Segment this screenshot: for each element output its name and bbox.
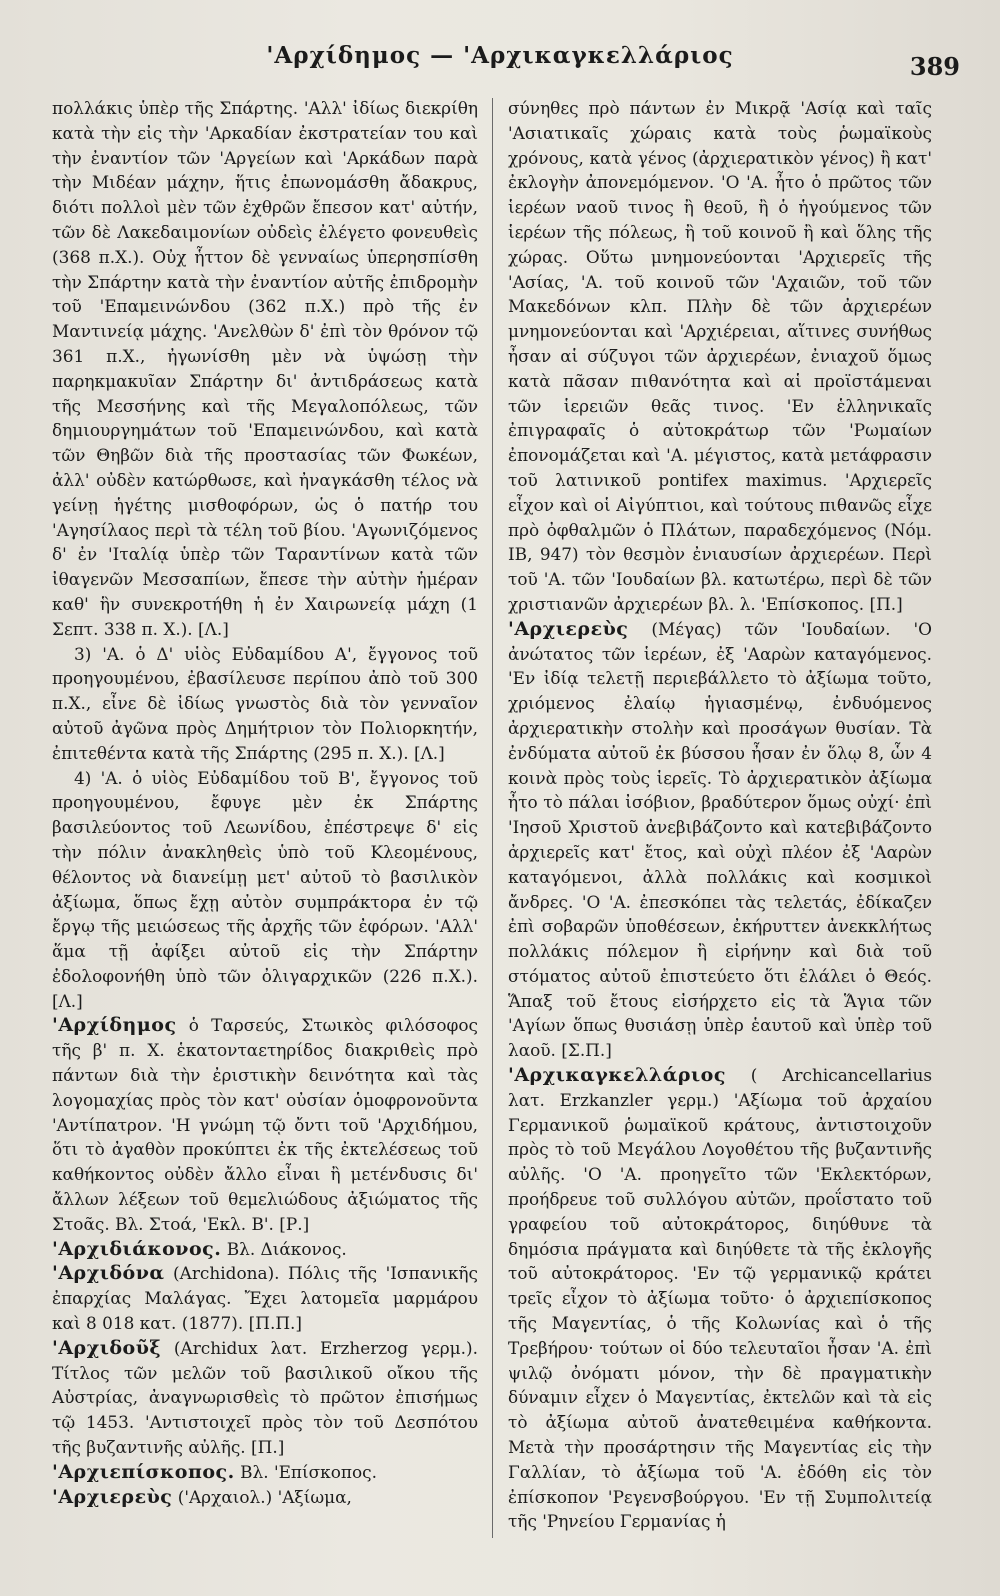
paragraph-continued	[52, 96, 478, 642]
entry-text: σύνηθες πρὸ πάντων ἐν Μικρᾷ 'Ασίᾳ καὶ ταῖς 'Ασιατικαῖς χώραις κατὰ τοὺς ῥωμαϊκοὺς χρόνους, κατὰ γένος (ἀρχιερατικὸν γένος) ἢ κατ' ἐκλογὴν ἀπονεμόμενον. 'Ο 'Α. ἦτο ὁ πρῶτος τῶν ἱερέων ναοῦ τινος ἢ θεοῦ, ἢ ὁ ἡγούμενος τῶν ἱερέων τῆς πόλεως, ἢ τοῦ κοινοῦ ἢ καὶ ὅλης τῆς χώρας. Οὕτω μνημονεύονται 'Αρχιερεῖς τῆς 'Ασίας, 'Α. τοῦ κοινοῦ τῶν 'Αχαιῶν, τοῦ τῶν Μακεδόνων κλπ. Πλὴν δὲ τῶν ἀρχιερέων μνημονεύονται καὶ 'Αρχιέρειαι, αἵτινες συνήθως ἦσαν αἱ σύζυγοι τῶν ἀρχιερέων, ἐνιαχοῦ ὅμως κατὰ πᾶσαν πιθανότητα καὶ αἱ προϊστάμεναι τῶν ἱερειῶν θεᾶς τινος. 'Εν ἑλληνικαῖς ἐπιγραφαῖς ὁ αὐτοκράτωρ τῶν 'Ρωμαίων ἐπονομάζεται καὶ 'Α. μέγιστος, κατὰ μετάφρασιν τοῦ λατινικοῦ pontifex maximus. 'Αρχιερεῖς εἶχον καὶ οἱ Αἰγύπτιοι, καὶ τούτους πιθανῶς εἶχε πρὸ ὀφθαλμῶν ὁ Πλάτων, παραδεχόμενος (Νόμ. ΙΒ, 947) τὸν θεσμὸν ἐνιαυσίων ἀρχιερέων. Περὶ τοῦ 'Α. τῶν 'Ιουδαίων βλ. κατωτέρω, περὶ δὲ τῶν χριστιανῶν ἀρχιερέων βλ. λ. 'Επίσκοπος. [Π.]	[508, 98, 932, 614]
entry-headword: 'Αρχικαγκελλάριος	[508, 1064, 726, 1087]
dictionary-entry	[52, 1237, 478, 1262]
dictionary-entry	[508, 1063, 932, 1534]
dictionary-entry	[52, 1336, 478, 1460]
entry-text: (Archidona). Πόλις τῆς 'Ισπανικῆς ἐπαρχίας Μαλάγας. Ἔχει λατομεῖα μαρμάρου καὶ 8 018 κατ. (1877). [Π.Π.]	[52, 1263, 478, 1334]
column-divider	[492, 98, 493, 1538]
entry-text: ὁ Ταρσεύς, Στωικὸς φιλόσοφος τῆς β' π. Χ. ἑκατονταετηρίδος διακριθεὶς πρὸ πάντων διὰ τὴν ἐριστικὴν δεινότητα καὶ τὰς λογομαχίας πρὸς τὸν κατ' οὐσίαν ὁμοφρονοῦντα 'Αντίπατρον. 'Η γνώμη τῷ ὄντι τοῦ 'Αρχιδήμου, ὅτι τὸ ἀγαθὸν προκύπτει ἐκ τῆς ἐκτελέσεως τοῦ καθήκοντος οὐδὲν ἄλλο εἶναι ἢ μετένδυσις δι' ἄλλων λέξεων τοῦ θεμελιώδους ἀξιώματος τῆς Στοᾶς. Βλ. Στοά, 'Εκλ. Β'. [Ρ.]	[52, 1015, 478, 1234]
dictionary-entry	[52, 1261, 478, 1335]
entry-text: Βλ. Διάκονος.	[221, 1238, 347, 1259]
paragraph-continued	[508, 96, 932, 617]
entry-headword: 'Αρχιδοῦξ	[52, 1336, 162, 1359]
page-number: 389	[909, 52, 960, 81]
entry-headword: 'Αρχιερεὺς	[52, 1485, 173, 1508]
dictionary-entry	[52, 1013, 478, 1236]
dictionary-entry	[52, 1460, 478, 1485]
left-column	[52, 96, 478, 1509]
dictionary-entry	[52, 1485, 478, 1510]
dictionary-entry	[508, 617, 932, 1063]
running-title: 'Αρχίδημος — 'Αρχικαγκελλάριος	[266, 42, 734, 69]
entry-text: ( Archicancellarius λατ. Erzkanzler γερμ.) 'Αξίωμα τοῦ ἀρχαίου Γερμανικοῦ ῥωμαϊκοῦ κράτους, ἀντιστοιχοῦν πρὸς τὸ τοῦ Μεγάλου Λογοθέτου τῆς βυζαντινῆς αὐλῆς. 'Ο 'Α. προηγεῖτο τῶν 'Εκλεκτόρων, προήδρευε τοῦ συλλόγου αὐτῶν, προΐστατο τοῦ γραφείου τοῦ αὐτοκράτορος, διηύθυνε τὰ δημόσια πράγματα καὶ διηύθετε τὰ τῆς ἐκλογῆς τοῦ αὐτοκράτορος. 'Εν τῷ γερμανικῷ κράτει τρεῖς εἶχον τὸ ἀξίωμα τοῦτο· ὁ ἀρχιεπίσκοπος τῆς Μαγεντίας, ὁ τῆς Κολωνίας καὶ ὁ τῆς Τρεβήρου· τούτων οἱ δύο τελευταῖοι ἦσαν 'Α. ἐπὶ ψιλῷ ὀνόματι μόνον, τὴν δὲ πραγματικὴν δύναμιν εἶχεν ὁ Μαγεντίας, ἐκτελῶν καὶ τὰ εἰς τὸ ἀξίωμα αὐτοῦ ἀνατεθειμένα καθήκοντα. Μετὰ τὴν προσάρτησιν τῆς Μαγεντίας εἰς τὴν Γαλλίαν, τὸ ἀξίωμα τοῦ 'Α. ἐδόθη εἰς τὸν ἐπίσκοπον 'Ρεγενσβούργου. 'Εν τῇ Συμπολιτείᾳ τῆς 'Ρηνείου Γερμανίας ἡ	[508, 1065, 932, 1532]
entry-text: πολλάκις ὑπὲρ τῆς Σπάρτης. 'Αλλ' ἰδίως διεκρίθη κατὰ τὴν εἰς τὴν 'Αρκαδίαν ἐκστρατείαν του καὶ τὴν ἐναντίον τῶν 'Αργείων καὶ 'Αρκάδων παρὰ τὴν Μιδέαν μάχην, ἥτις ἐπωνομάσθη ἄδακρυς, διότι πολλοὶ μὲν τῶν ἐχθρῶν ἔπεσον κατ' αὐτήν, τῶν δὲ Λακεδαιμονίων οὐδεὶς ἐλέγετο φονευθεὶς (368 π.Χ.). Οὐχ ἧττον δὲ γενναίως ὑπερησπίσθη τὴν Σπάρτην κατὰ τὴν ἐναντίον αὐτῆς ἐπιδρομὴν τοῦ 'Επαμεινώνδου (362 π.Χ.) πρὸ τῆς ἐν Μαντινείᾳ μάχης. 'Ανελθὼν δ' ἐπὶ τὸν θρόνον τῷ 361 π.Χ., ἠγωνίσθη μὲν νὰ ὑψώσῃ τὴν παρηκμακυῖαν Σπάρτην δι' ἀντιδράσεως κατὰ τῆς Μεσσήνης καὶ τῆς Μεγαλοπόλεως, τῶν δημιουργημάτων τοῦ 'Επαμεινώνδου, καὶ κατὰ τῶν Θηβῶν διὰ τῆς προστασίας τῶν Φωκέων, ἀλλ' οὐδὲν κατώρθωσε, καὶ ἠναγκάσθη τέλος νὰ γείνῃ ἡγέτης μισθοφόρων, ὡς ὁ πατήρ του 'Αγησίλαος περὶ τὰ τέλη τοῦ βίου. 'Αγωνιζόμενος δ' ἐν 'Ιταλίᾳ ὑπὲρ τῶν Ταραντίνων κατὰ τῶν ἰθαγενῶν Μεσσαπίων, ἔπεσε τὴν αὐτὴν ἡμέραν καθ' ἣν συνεκροτήθη ἡ ἐν Χαιρωνείᾳ μάχη (1 Σεπτ. 338 π. Χ.). [Λ.]	[52, 98, 478, 639]
entry-headword: 'Αρχιδόνα	[52, 1262, 165, 1285]
running-header	[40, 38, 960, 88]
entry-text: (Archidux λατ. Erzherzog γερμ.). Τίτλος τῶν μελῶν τοῦ βασιλικοῦ οἴκου τῆς Αὐστρίας, ἀναγνωρισθεὶς τὸ πρῶτον ἐπισήμως τῷ 1453. 'Αντιστοιχεῖ πρὸς τὸν τοῦ Δεσπότου τῆς βυζαντινῆς αὐλῆς. [Π.]	[52, 1337, 478, 1458]
entry-headword: 'Αρχιεπίσκοπος.	[52, 1460, 235, 1483]
entry-text: (Μέγας) τῶν 'Ιουδαίων. 'Ο ἀνώτατος τῶν ἱερέων, ἐξ 'Ααρὼν καταγόμενος. 'Εν ἰδίᾳ τελετῇ περιεβάλλετο τὸ ἀξίωμα τοῦτο, χριόμενος ἐλαίῳ ἡγιασμένῳ, ἐνδυόμενος ἀρχιερατικὴν στολὴν καὶ προσάγων θυσίαν. Τὰ ἐνδύματα αὐτοῦ ἐκ βύσσου ἦσαν ἐν ὅλῳ 8, ὧν 4 κοινὰ πρὸς τοὺς ἱερεῖς. Τὸ ἀρχιερατικὸν ἀξίωμα ἦτο τὸ πάλαι ἰσόβιον, βραδύτερον ὅμως οὐχί· ἐπὶ 'Ιησοῦ Χριστοῦ ἀνεβιβάζοντο καὶ κατεβιβάζοντο ἀρχιερεῖς κατ' ἔτος, καὶ οὐχὶ πλέον ἐξ 'Ααρὼν καταγόμενοι, ἀλλὰ πολλάκις καὶ κοσμικοὶ ἄνδρες. 'Ο 'Α. ἐπεσκόπει τὰς τελετάς, ἐδίκαζεν ἐπὶ σοβαρῶν ὑποθέσεων, ἐκήρυττεν ἀνεκκλήτως πολλάκις πόλεμον ἢ εἰρήνην καὶ διὰ τοῦ στόματος αὐτοῦ ἐπιστεύετο ὅτι ἐλάλει ὁ Θεός. Ἅπαξ τοῦ ἔτους εἰσήρχετο εἰς τὰ Ἅγια τῶν 'Αγίων ὅπως θυσιάσῃ ὑπὲρ ἑαυτοῦ καὶ ὑπὲρ τοῦ λαοῦ. [Σ.Π.]	[508, 618, 932, 1061]
entry-text: 4) 'Α. ὁ υἱὸς Εὐδαμίδου τοῦ Β', ἔγγονος τοῦ προηγουμένου, ἔφυγε μὲν ἐκ Σπάρτης βασιλεύοντος τοῦ Λεωνίδου, ἐπέστρεψε δ' εἰς τὴν πόλιν ἀνακληθεὶς ὑπὸ τοῦ Κλεομένους, θέλοντος νὰ διανείμῃ μετ' αὐτοῦ τὸ βασιλικὸν ἀξίωμα, ὅπως ἔχῃ αὐτὸν συμπράκτορα ἐν τῷ ἔργῳ τῆς μειώσεως τῆς ἀρχῆς τῶν ἐφόρων. 'Αλλ' ἅμα τῇ ἀφίξει αὐτοῦ εἰς τὴν Σπάρτην ἐδολοφονήθη ὑπὸ τῶν ὀλιγαρχικῶν (226 π.Χ.). [Λ.]	[52, 767, 478, 1011]
entry-text: ('Αρχαιολ.) 'Αξίωμα,	[172, 1486, 352, 1507]
entry-headword: 'Αρχίδημος	[52, 1014, 177, 1037]
right-column	[508, 96, 932, 1534]
entry-text: 3) 'Α. ὁ Δ' υἱὸς Εὐδαμίδου Α', ἔγγονος τοῦ προηγουμένου, ἐβασίλευσε περίπου ἀπὸ τοῦ 300 π.Χ., εἶνε δὲ ἰδίως γνωστὸς διὰ τὸν γενναῖον αὐτοῦ ἀγῶνα πρὸς Δημήτριον τὸν Πολιορκητήν, ἐπιτεθέντα κατὰ τῆς Σπάρτης (295 π. Χ.). [Λ.]	[52, 643, 478, 763]
entry-headword: 'Αρχιδιάκονος.	[52, 1237, 222, 1260]
paragraph	[52, 766, 478, 1014]
entry-headword: 'Αρχιερεὺς	[508, 617, 629, 640]
paragraph	[52, 642, 478, 766]
entry-text: Βλ. 'Επίσκοπος.	[234, 1461, 378, 1482]
